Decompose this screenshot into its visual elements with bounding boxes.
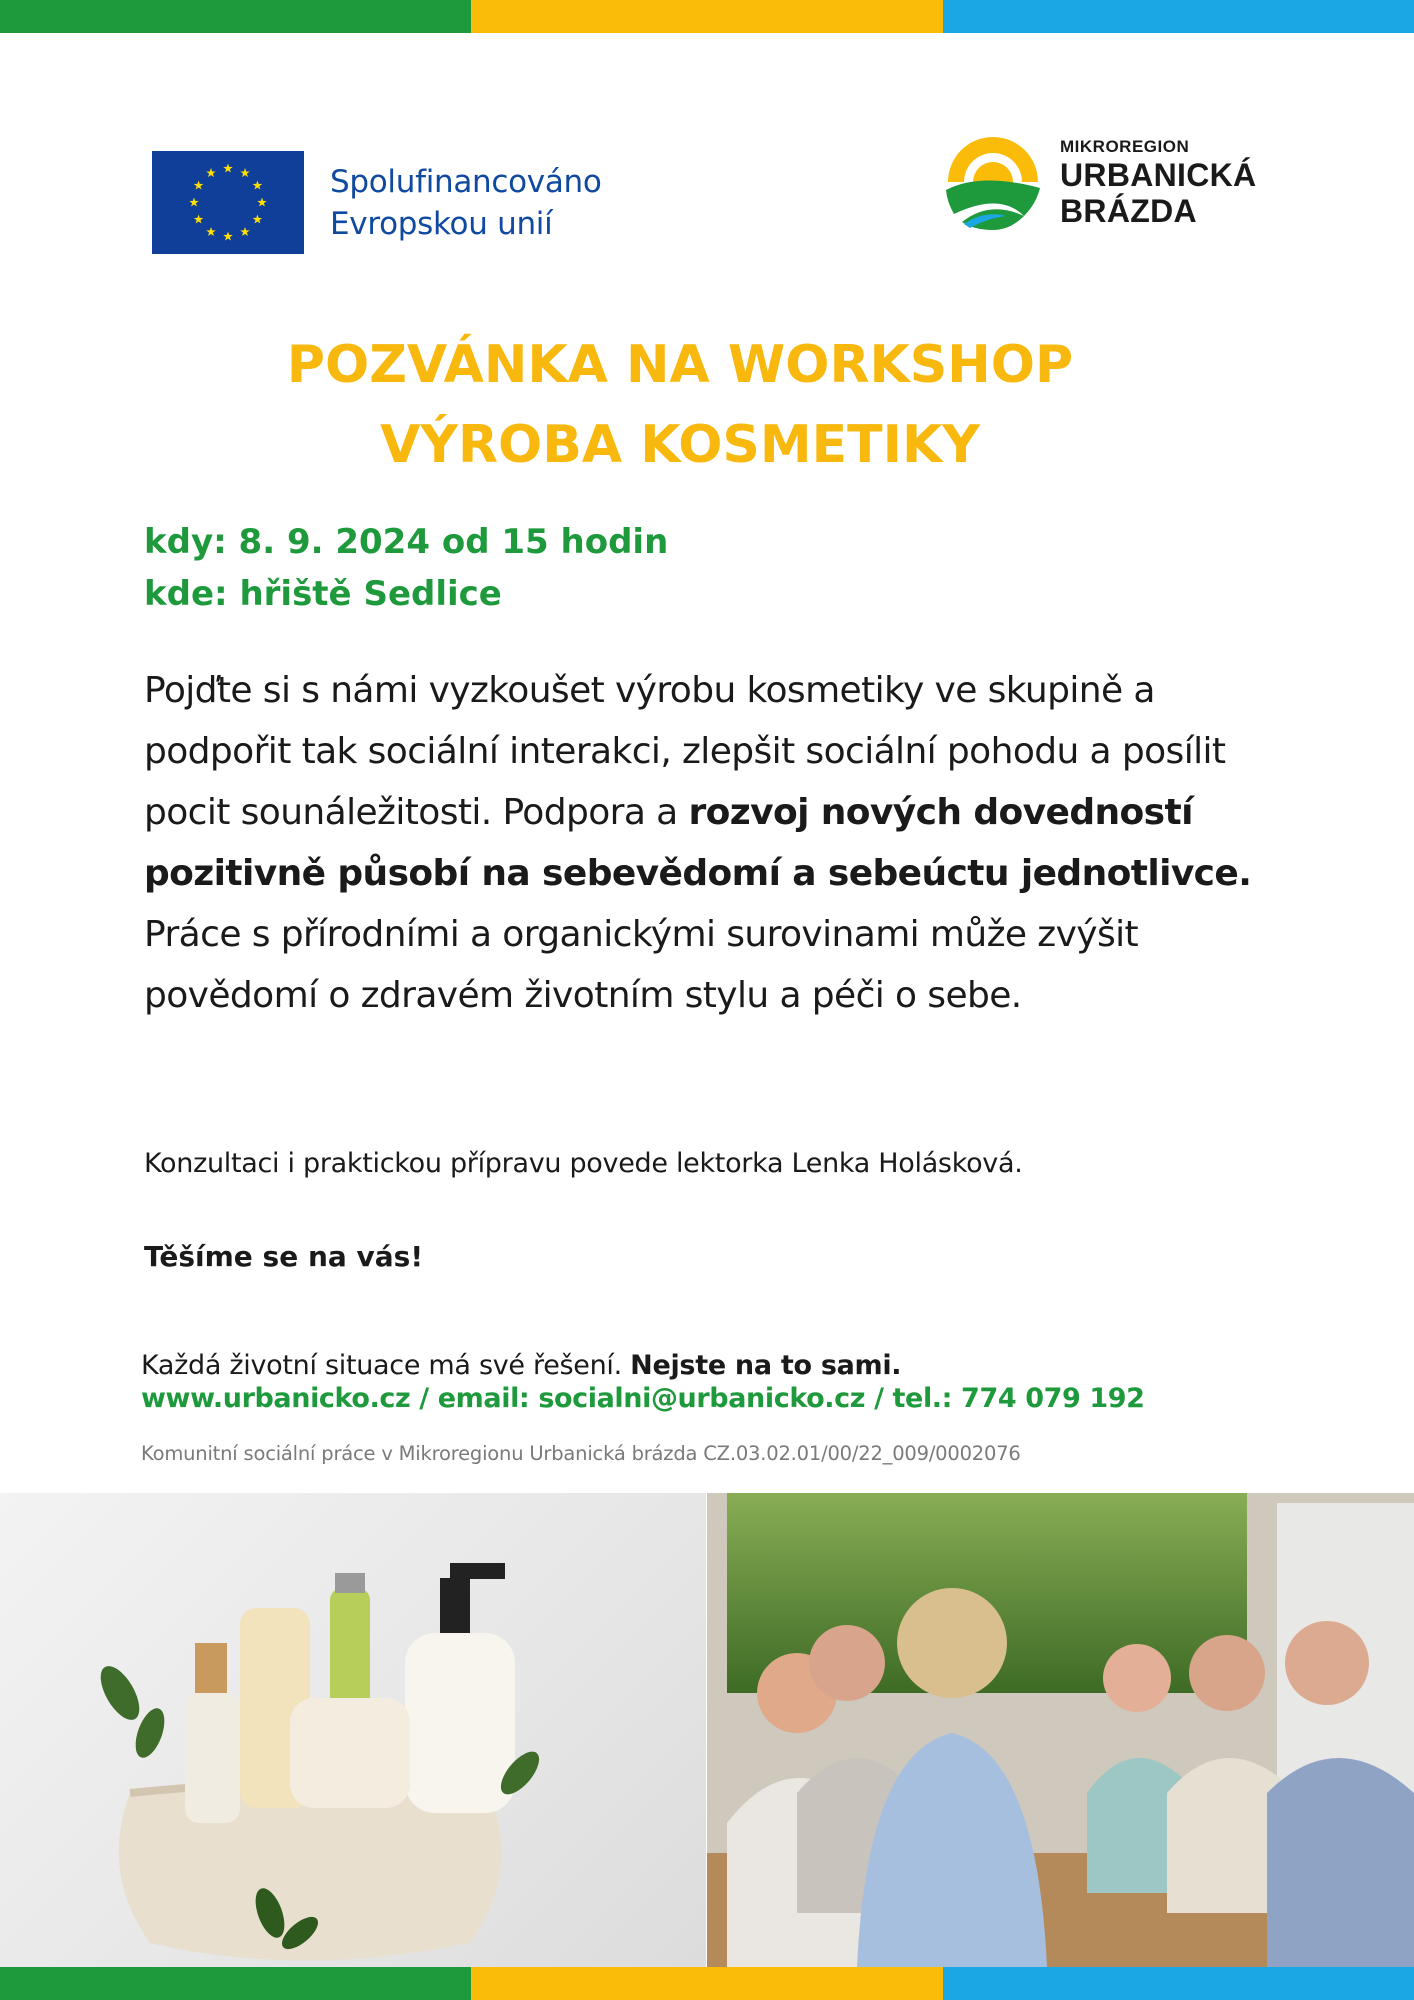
slogan-text: Každá životní situace má své řešení. [141, 1350, 631, 1381]
top-color-stripe [0, 0, 1414, 33]
eu-star-icon [189, 198, 199, 207]
title-line2: VÝROBA KOSMETIKY [380, 415, 980, 475]
support-slogan [141, 1350, 901, 1381]
eu-flag-icon [152, 151, 304, 254]
bottom-color-stripe [0, 1967, 1414, 2000]
description-part1: Pojďte si s námi vyzkoušet výrobu kosmetiky ve skupině a podpořit tak sociální interakci, zlepšit sociální pohodu a posílit pocit sounáležitosti. Podpora a [144, 670, 1226, 833]
eu-star-icon [223, 232, 233, 241]
mikroregion-logo [940, 130, 1256, 236]
eu-star-icon [223, 164, 233, 173]
eu-star-icon [253, 215, 263, 224]
page-title [0, 325, 1360, 485]
mikroregion-label: MIKROREGION [1060, 137, 1190, 156]
mikroregion-name-line2: BRÁZDA [1060, 193, 1197, 229]
project-id: Komunitní sociální práce v Mikroregionu Urbanická brázda CZ.03.02.01/00/22_009/0002076 [141, 1442, 1021, 1465]
sun-hills-logo-icon [940, 130, 1046, 236]
description-bold: rozvoj nových dovedností pozitivně působí na sebevědomí a sebeúctu jednotlivce. [144, 792, 1252, 894]
eu-logo-line1: Spolufinancováno [330, 163, 602, 200]
description-part2: Práce s přírodními a organickými surovinami může zvýšit povědomí o zdravém životním stylu a péči o sebe. [144, 914, 1139, 1016]
event-details [144, 516, 668, 620]
slogan-bold: Nejste na to sami. [630, 1350, 902, 1381]
mikroregion-logo-text [1060, 137, 1256, 229]
cosmetics-photo [0, 1493, 706, 1967]
eu-cofinance-logo [152, 151, 602, 254]
eu-logo-text [330, 161, 602, 245]
eu-star-icon [206, 227, 216, 236]
eu-star-icon [257, 198, 267, 207]
lecturer-note: Konzultaci i praktickou přípravu povede lektorka Lenka Holásková. [144, 1148, 1023, 1179]
eu-star-icon [206, 168, 216, 177]
event-where: kde: hřiště Sedlice [144, 574, 502, 614]
eu-star-icon [194, 215, 204, 224]
title-line1: POZVÁNKA NA WORKSHOP [286, 335, 1074, 395]
eu-star-icon [240, 227, 250, 236]
event-when: kdy: 8. 9. 2024 od 15 hodin [144, 522, 669, 562]
eu-star-icon [194, 181, 204, 190]
mikroregion-name-line1: URBANICKÁ [1060, 157, 1257, 193]
description-paragraph [144, 660, 1264, 1026]
closing-greeting: Těšíme se na vás! [144, 1240, 424, 1273]
workshop-seniors-photo [707, 1493, 1414, 1967]
eu-star-icon [253, 181, 263, 190]
eu-star-icon [240, 168, 250, 177]
contact-line: www.urbanicko.cz / email: socialni@urbanicko.cz / tel.: 774 079 192 [141, 1383, 1145, 1414]
eu-logo-line2: Evropskou unií [330, 205, 553, 242]
